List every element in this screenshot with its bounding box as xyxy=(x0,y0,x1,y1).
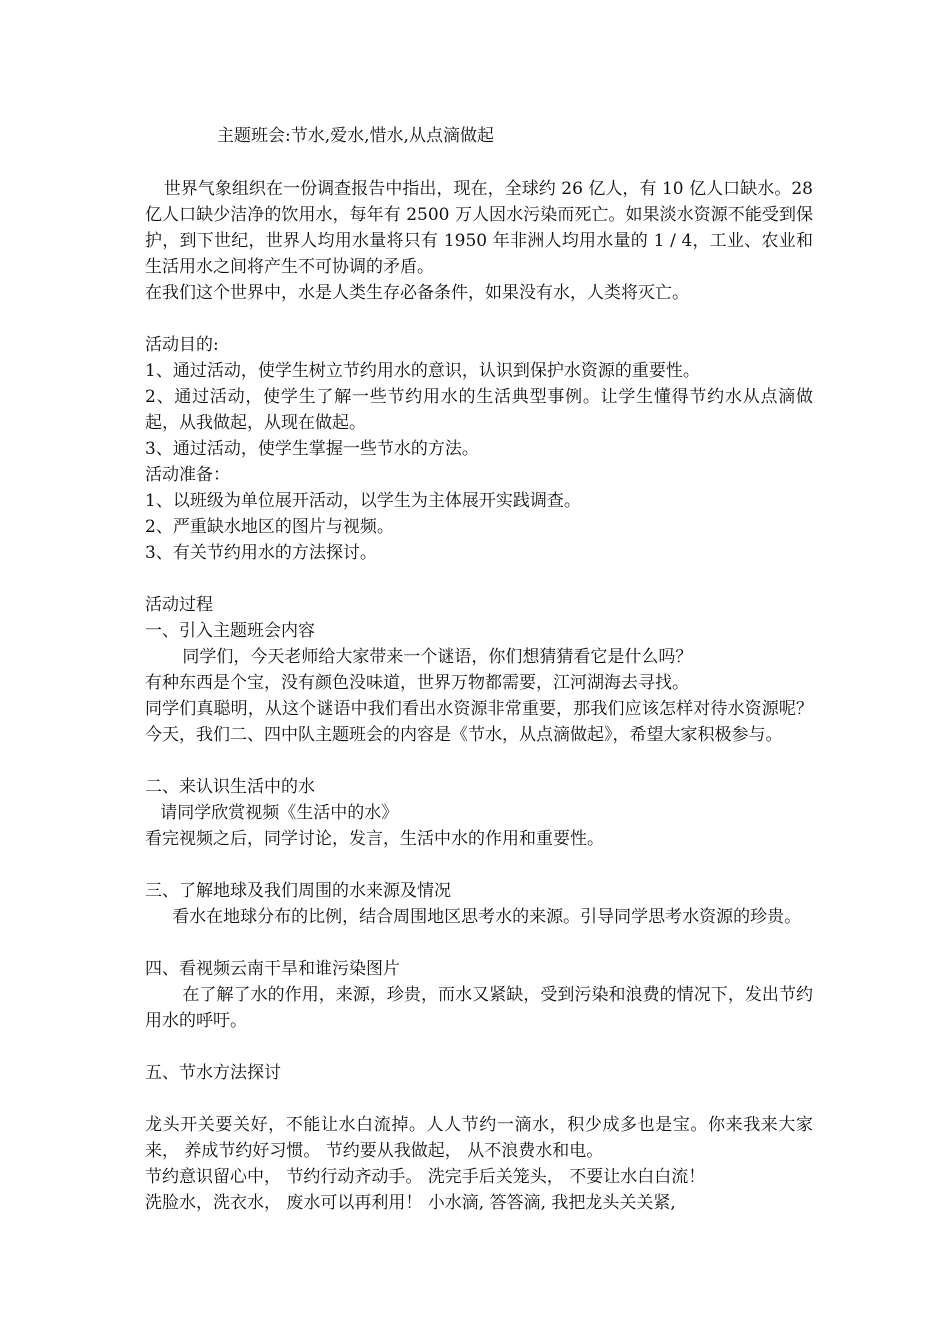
paragraph: 节约意识留心中， 节约行动齐动手。 洗完手后关笼头， 不要让水白白流！ xyxy=(145,1167,706,1187)
paragraph: 看水在地球分布的比例，结合周围地区思考水的来源。引导同学思考水资源的珍贵。 xyxy=(172,907,802,927)
subsection-heading: 三、了解地球及我们周围的水来源及情况 xyxy=(145,881,451,901)
section-heading-process: 活动过程 xyxy=(145,595,213,615)
document-page xyxy=(145,122,813,1216)
list-item: 2、严重缺水地区的图片与视频。 xyxy=(145,517,394,537)
list-item: 1、以班级为单位展开活动，以学生为主体展开实践调查。 xyxy=(145,491,581,511)
section-heading-goals: 活动目的: xyxy=(145,335,219,355)
subsection-heading: 四、看视频云南干旱和谁污染图片 xyxy=(145,959,400,979)
intro-paragraph: 在我们这个世界中，水是人类生存必备条件，如果没有水，人类将灭亡。 xyxy=(145,283,689,303)
document-body xyxy=(145,150,813,1216)
list-item: 1、通过活动，使学生树立节约用水的意识，认识到保护水资源的重要性。 xyxy=(145,361,700,381)
list-item: 2、通过活动，使学生了解一些节约用水的生活典型事例。让学生懂得节约水从点滴做起，从我做起，从现在做起。 xyxy=(145,387,813,433)
paragraph: 在了解了水的作用，来源，珍贵，而水又紧缺，受到污染和浪费的情况下，发出节约用水的呼吁。 xyxy=(145,985,813,1031)
paragraph: 请同学欣赏视频《生活中的水》 xyxy=(160,803,399,823)
list-item: 3、通过活动，使学生掌握一些节水的方法。 xyxy=(145,439,479,459)
intro-paragraph: 世界气象组织在一份调查报告中指出，现在，全球约 26 亿人，有 10 亿人口缺水。28 亿人口缺少洁净的饮用水，每年有 2500 万人因水污染而死亡。如果淡水资源不能受到保护，到下世纪，世界人均用水量将只有 1950 年非洲人均用水量的 1 / 4，工业、农业和生活用水之间将产生不可协调的矛盾。 xyxy=(145,179,813,277)
paragraph: 同学们，今天老师给大家带来一个谜语，你们想猜猜看它是什么吗？ xyxy=(182,647,693,667)
subsection-heading: 二、来认识生活中的水 xyxy=(145,777,315,797)
section-heading-prep: 活动准备： xyxy=(145,465,230,485)
paragraph: 龙头开关要关好，不能让水白流掉。人人节约一滴水，积少成多也是宝。你来我来大家来， 养成节约好习惯。 节约要从我做起， 从不浪费水和电。 xyxy=(145,1115,813,1161)
paragraph: 有种东西是个宝，没有颜色没味道，世界万物都需要，江河湖海去寻找。 xyxy=(145,673,689,693)
paragraph: 洗脸水，洗衣水， 废水可以再利用！ 小水滴, 答答滴, 我把龙头关关紧, xyxy=(145,1193,676,1213)
paragraph: 同学们真聪明，从这个谜语中我们看出水资源非常重要，那我们应该怎样对待水资源呢？今天，我们二、四中队主题班会的内容是《节水，从点滴做起》，希望大家积极参与。 xyxy=(145,699,813,745)
document-title: 主题班会:节水,爱水,惜水,从点滴做起 xyxy=(217,126,494,146)
list-item: 3、有关节约用水的方法探讨。 xyxy=(145,543,377,563)
paragraph: 看完视频之后，同学讨论，发言，生活中水的作用和重要性。 xyxy=(145,829,604,849)
subsection-heading: 五、节水方法探讨 xyxy=(145,1063,281,1083)
subsection-heading: 一、引入主题班会内容 xyxy=(145,621,315,641)
